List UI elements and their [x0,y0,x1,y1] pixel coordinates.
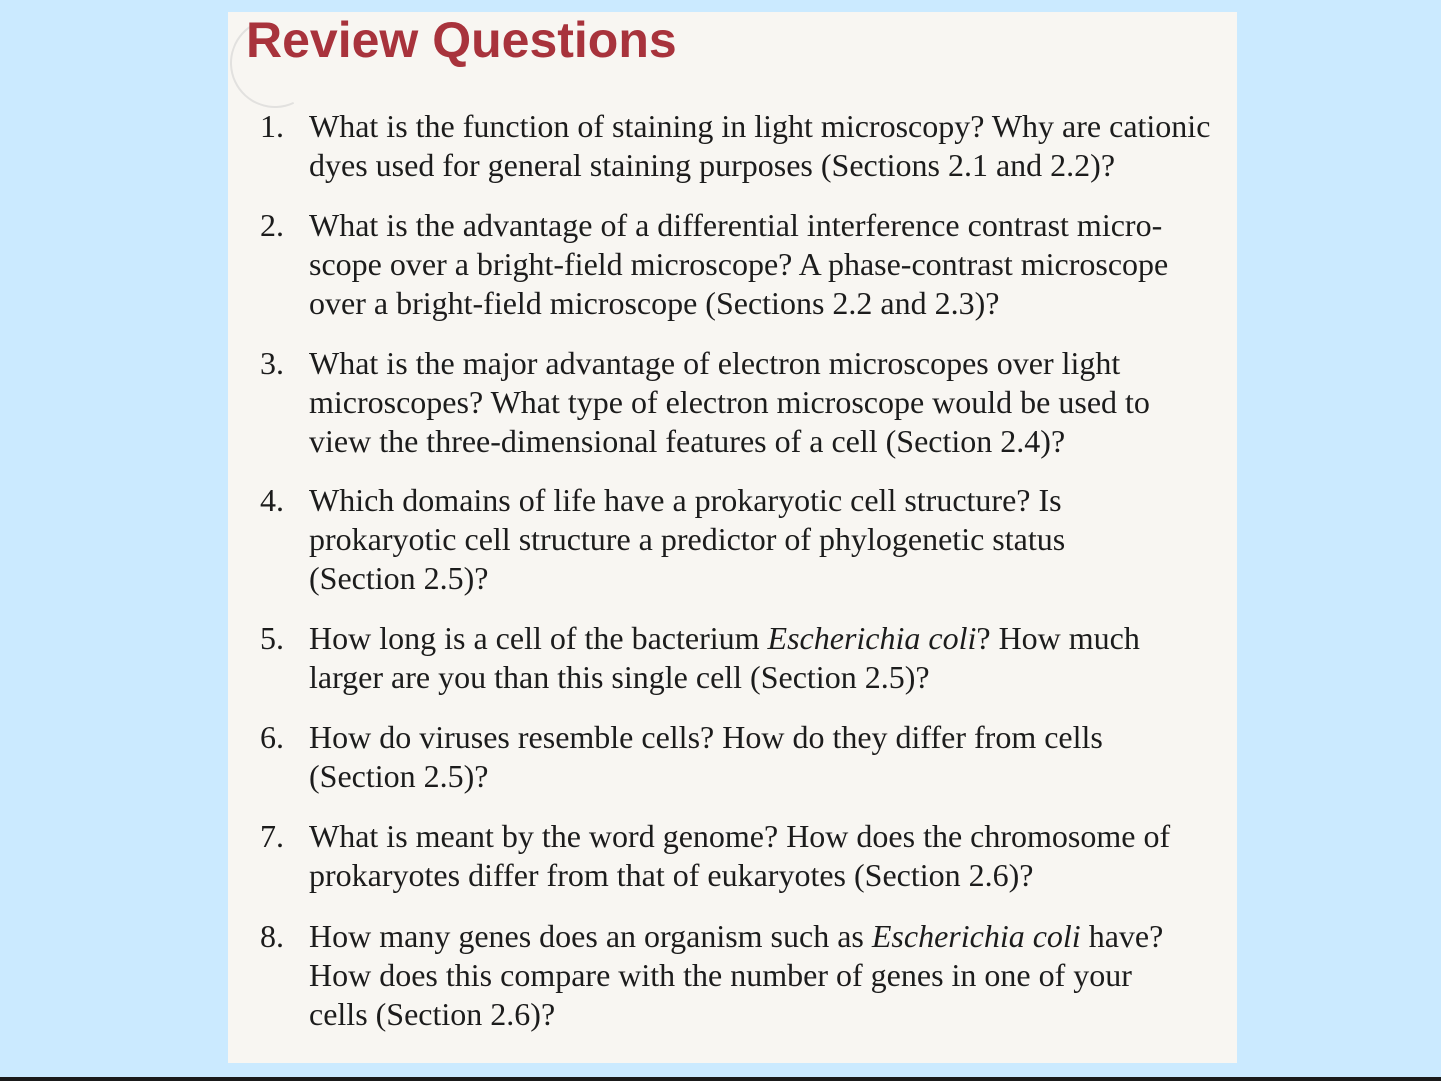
question-line: cells (Section 2.6)? [309,996,556,1032]
question-number: 3. [260,345,284,381]
question-line: dyes used for general staining purposes (Sections 2.1 and 2.2)? [309,147,1116,183]
question-line: over a bright-field microscope (Sections 2.2 and 2.3)? [309,285,1000,321]
species-name: Escherichia coli [767,620,977,656]
question-line: prokaryotic cell structure a predictor of phylogenetic status [309,521,1066,557]
question-text [309,481,1229,598]
question-line: (Section 2.5)? [309,560,489,596]
question-number: 4. [260,482,284,518]
question-text [309,619,1229,697]
question-number: 7. [260,818,284,854]
question-number: 2. [260,207,284,243]
question-line: How does this compare with the number of genes in one of your [309,957,1132,993]
species-name: Escherichia coli [871,918,1081,954]
page-title: Review Questions [246,12,677,68]
question-number: 1. [260,108,284,144]
question-line: What is the function of staining in light microscopy? Why are cationic [309,108,1211,144]
question-line: How do viruses resemble cells? How do they differ from cells [309,719,1103,755]
question-text [309,344,1229,461]
review-questions-page [228,12,1237,1063]
question-text [309,206,1229,323]
question-text [309,107,1229,185]
question-line: What is the advantage of a differential interference contrast micro- [309,207,1163,243]
question-number: 5. [260,620,284,656]
questions-list [228,12,1237,1063]
question-line: prokaryotes differ from that of eukaryotes (Section 2.6)? [309,857,1034,893]
question-line: What is the major advantage of electron microscopes over light [309,345,1121,381]
question-line: microscopes? What type of electron microscope would be used to [309,384,1150,420]
question-line: How many genes does an organism such as Escherichia coli have? [309,918,1164,954]
question-text [309,718,1229,796]
question-line: larger are you than this single cell (Section 2.5)? [309,659,930,695]
question-line: scope over a bright-field microscope? A phase-contrast microscope [309,246,1169,282]
question-line: Which domains of life have a prokaryotic cell structure? Is [309,482,1062,518]
question-number: 8. [260,918,284,954]
bottom-divider [0,1077,1441,1081]
question-number: 6. [260,719,284,755]
question-line: (Section 2.5)? [309,758,489,794]
question-text [309,917,1229,1034]
question-text [309,817,1229,895]
question-line: What is meant by the word genome? How does the chromosome of [309,818,1171,854]
question-line: How long is a cell of the bacterium Escherichia coli? How much [309,620,1140,656]
question-line: view the three-dimensional features of a cell (Section 2.4)? [309,423,1066,459]
